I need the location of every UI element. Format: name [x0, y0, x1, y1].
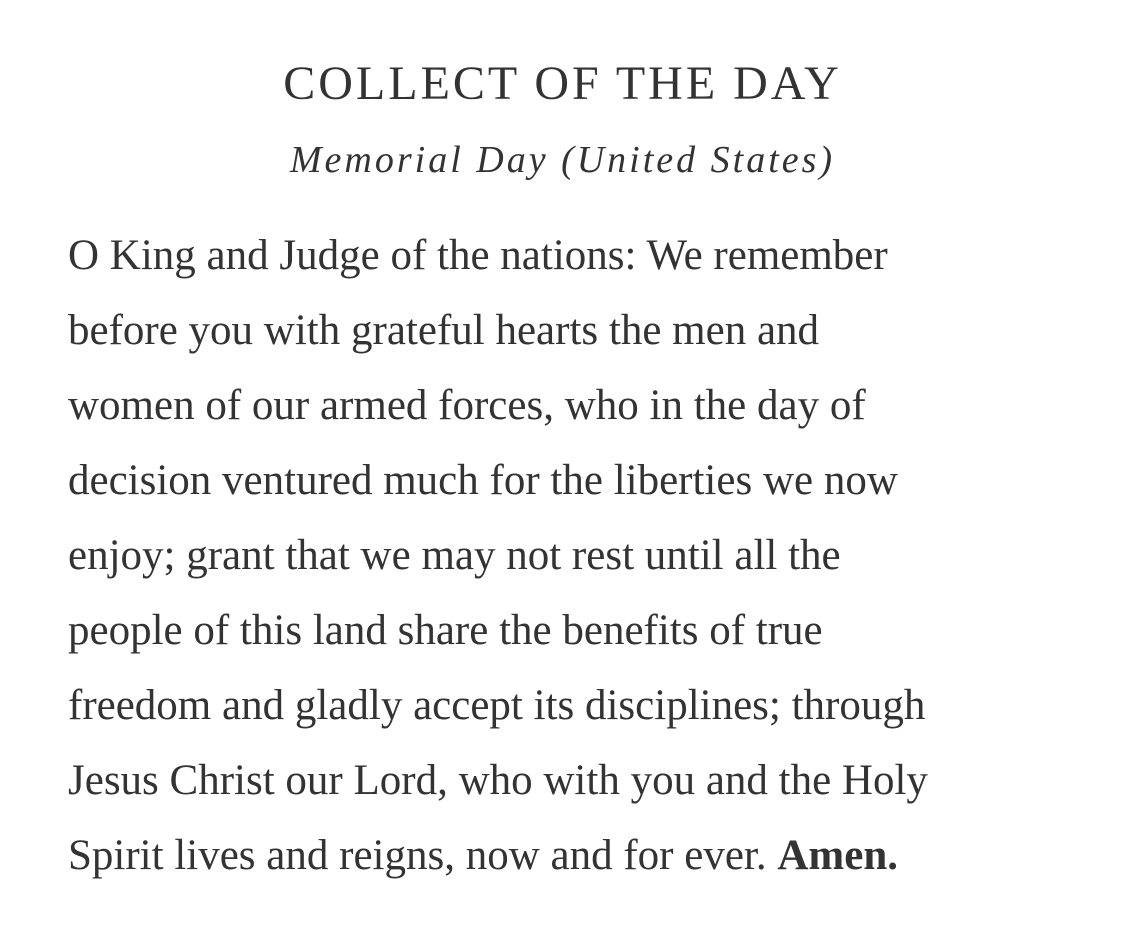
amen-text: Amen. — [777, 832, 898, 879]
collect-line: people of this land share the benefits of true — [68, 607, 823, 654]
collect-line-text: Spirit lives and reigns, now and for ever. — [68, 832, 767, 879]
collect-line: before you with grateful hearts the men and — [68, 307, 820, 354]
collect-line: O King and Judge of the nations: We remember — [68, 232, 888, 279]
subtitle-occasion: Memorial Day (United States) — [289, 139, 836, 181]
collect-line: decision ventured much for the liberties we now — [68, 457, 898, 504]
collect-last-line — [68, 818, 1108, 893]
collect-text — [68, 218, 1108, 893]
page-title: COLLECT OF THE DAY — [283, 57, 842, 110]
collect-line: Jesus Christ our Lord, who with you and the Holy — [68, 757, 928, 804]
collect-line: women of our armed forces, who in the day of — [68, 382, 866, 429]
collect-line: enjoy; grant that we may not rest until all the — [68, 532, 841, 579]
collect-line: freedom and gladly accept its disciplines; through — [68, 682, 926, 729]
